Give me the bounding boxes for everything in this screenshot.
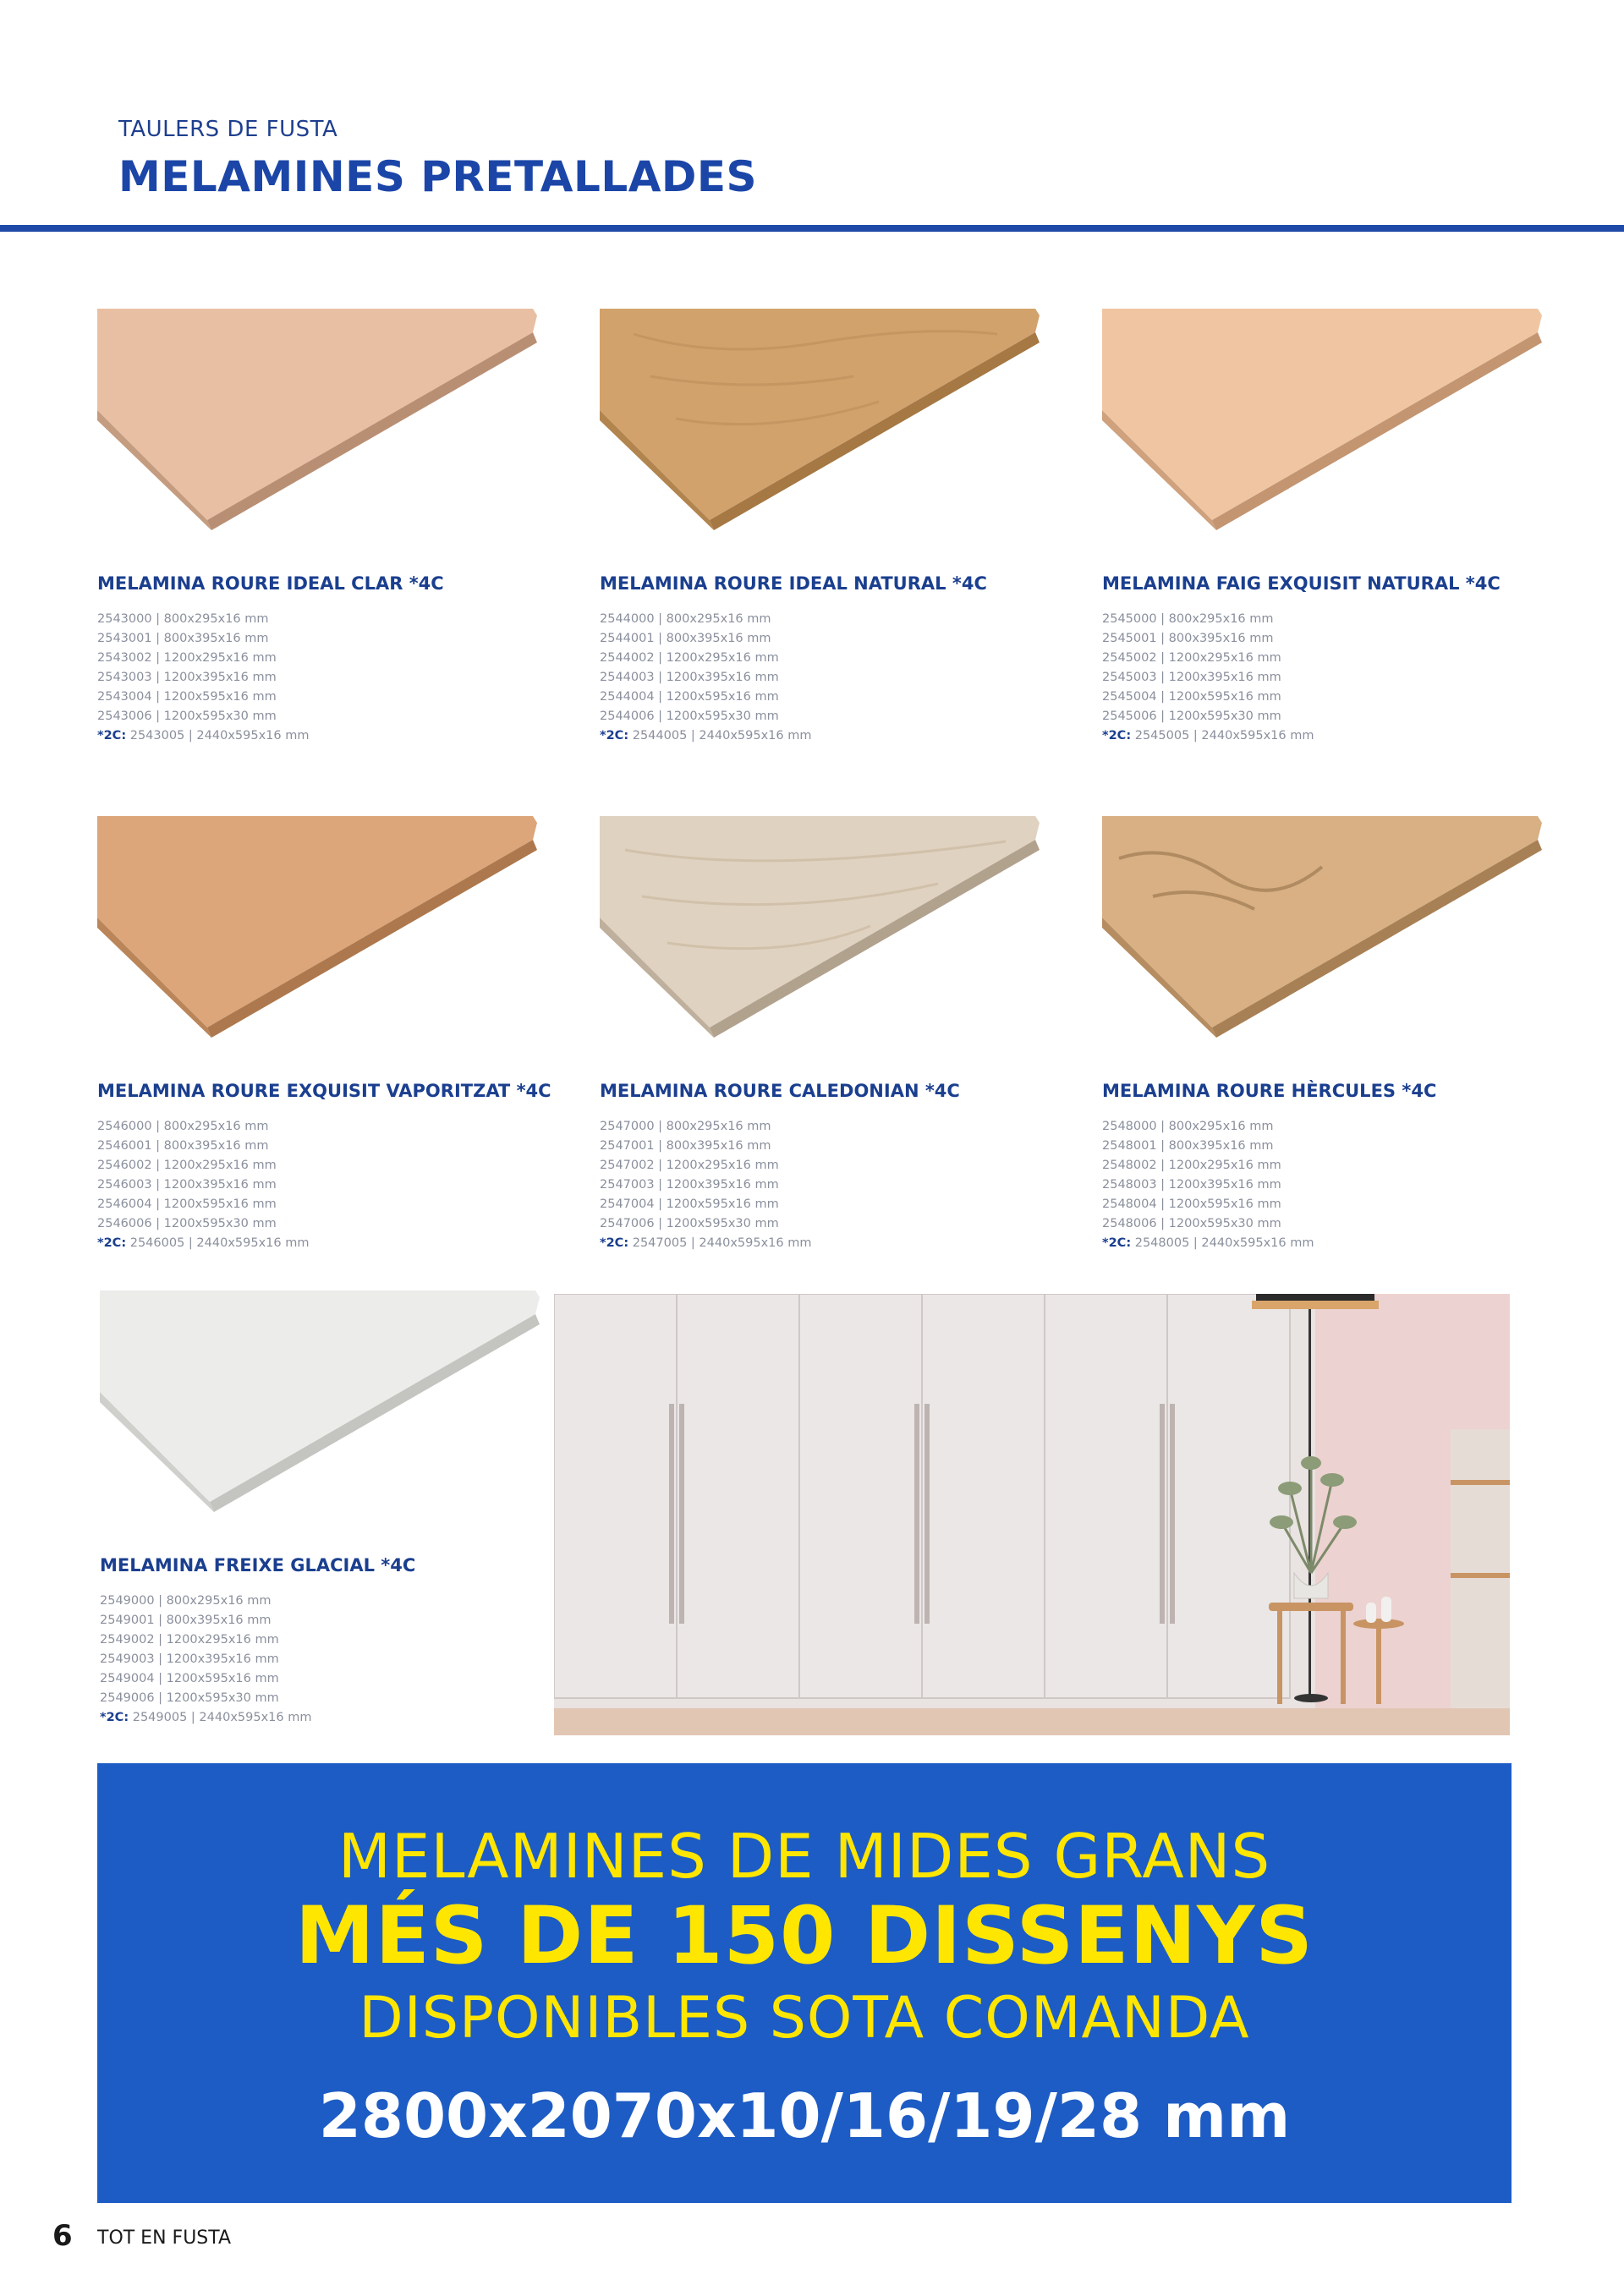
- page-title: MELAMINES PRETALLADES: [118, 152, 758, 201]
- spec-line: 2546000 | 800x295x16 mm: [97, 1120, 269, 1133]
- spec-line: 2549006 | 1200x595x30 mm: [100, 1691, 279, 1705]
- spec-line: 2546004 | 1200x595x16 mm: [97, 1197, 277, 1211]
- spec-line: 2543001 | 800x395x16 mm: [97, 632, 269, 645]
- spec-special-value: 2544005 | 2440x595x16 mm: [632, 729, 812, 743]
- footer-label: TOT EN FUSTA: [97, 2228, 232, 2249]
- product-name: MELAMINA ROURE CALEDONIAN *4C: [600, 1081, 960, 1101]
- spec-line: 2544003 | 1200x395x16 mm: [600, 671, 779, 684]
- board-top: [97, 816, 537, 1027]
- spec-line: 2546003 | 1200x395x16 mm: [97, 1178, 277, 1192]
- spec-line: 2548001 | 800x395x16 mm: [1102, 1139, 1274, 1153]
- product-image: [100, 1290, 540, 1536]
- product-image: [1102, 309, 1542, 554]
- spec-line: 2548006 | 1200x595x30 mm: [1102, 1217, 1281, 1230]
- spec-special-value: 2547005 | 2440x595x16 mm: [632, 1236, 812, 1250]
- spec-special-label: *2C:: [1102, 1236, 1132, 1250]
- spec-special-value: 2546005 | 2440x595x16 mm: [129, 1236, 310, 1250]
- banner-line-1: MELAMINES DE MIDES GRANS: [337, 1821, 1271, 1892]
- spec-line: 2545003 | 1200x395x16 mm: [1102, 671, 1281, 684]
- product-image: [600, 816, 1040, 1061]
- promo-banner: [97, 1763, 1512, 2203]
- spec-special: [600, 1234, 811, 1253]
- spec-line: 2544004 | 1200x595x16 mm: [600, 690, 779, 704]
- board-top: [97, 309, 537, 520]
- spec-line: 2547001 | 800x395x16 mm: [600, 1139, 771, 1153]
- spec-line: 2547000 | 800x295x16 mm: [600, 1120, 771, 1133]
- spec-line: 2545006 | 1200x595x30 mm: [1102, 710, 1281, 723]
- spec-line: 2543004 | 1200x595x16 mm: [97, 690, 277, 704]
- section-kicker: TAULERS DE FUSTA: [118, 117, 338, 142]
- spec-special: [97, 726, 309, 746]
- spec-special-value: 2545005 | 2440x595x16 mm: [1134, 729, 1314, 743]
- product-name: MELAMINA ROURE EXQUISIT VAPORITZAT *4C: [97, 1081, 551, 1101]
- product-name: MELAMINA ROURE IDEAL CLAR *4C: [97, 573, 444, 594]
- spec-special-label: *2C:: [100, 1711, 129, 1724]
- spec-line: 2545001 | 800x395x16 mm: [1102, 632, 1274, 645]
- board-top: [600, 309, 1040, 520]
- spec-line: 2547002 | 1200x295x16 mm: [600, 1159, 779, 1172]
- spec-line: 2548000 | 800x295x16 mm: [1102, 1120, 1274, 1133]
- spec-line: 2546006 | 1200x595x30 mm: [97, 1217, 277, 1230]
- spec-line: 2544000 | 800x295x16 mm: [600, 612, 771, 626]
- spec-line: 2544002 | 1200x295x16 mm: [600, 651, 779, 665]
- product-specs: [1102, 1117, 1314, 1253]
- spec-special-value: 2543005 | 2440x595x16 mm: [129, 729, 310, 743]
- spec-line: 2546002 | 1200x295x16 mm: [97, 1159, 277, 1172]
- spec-line: 2547006 | 1200x595x30 mm: [600, 1217, 779, 1230]
- spec-line: 2543003 | 1200x395x16 mm: [97, 671, 277, 684]
- header-divider: [0, 225, 1624, 232]
- spec-line: 2548004 | 1200x595x16 mm: [1102, 1197, 1281, 1211]
- product-image: [1102, 816, 1542, 1061]
- spec-line: 2548002 | 1200x295x16 mm: [1102, 1159, 1281, 1172]
- product-specs: [600, 610, 811, 746]
- spec-line: 2547004 | 1200x595x16 mm: [600, 1197, 779, 1211]
- spec-line: 2543002 | 1200x295x16 mm: [97, 651, 277, 665]
- spec-special: [1102, 1234, 1314, 1253]
- spec-special: [97, 1234, 309, 1253]
- spec-special-label: *2C:: [600, 729, 629, 743]
- board-top: [600, 816, 1040, 1027]
- spec-special: [100, 1708, 311, 1728]
- spec-line: 2545002 | 1200x295x16 mm: [1102, 651, 1281, 665]
- spec-line: 2545004 | 1200x595x16 mm: [1102, 690, 1281, 704]
- spec-line: 2546001 | 800x395x16 mm: [97, 1139, 269, 1153]
- product-specs: [1102, 610, 1314, 746]
- board-top: [1102, 309, 1542, 520]
- product-image: [97, 309, 537, 554]
- spec-line: 2549003 | 1200x395x16 mm: [100, 1652, 279, 1666]
- spec-special-value: 2548005 | 2440x595x16 mm: [1134, 1236, 1314, 1250]
- spec-line: 2548003 | 1200x395x16 mm: [1102, 1178, 1281, 1192]
- spec-line: 2549004 | 1200x595x16 mm: [100, 1672, 279, 1685]
- product-specs: [100, 1592, 311, 1728]
- spec-special-label: *2C:: [97, 1236, 127, 1250]
- product-specs: [97, 1117, 309, 1253]
- product-name: MELAMINA ROURE HÈRCULES *4C: [1102, 1081, 1437, 1101]
- product-name: MELAMINA FREIXE GLACIAL *4C: [100, 1555, 416, 1575]
- spec-line: 2549000 | 800x295x16 mm: [100, 1594, 272, 1608]
- board-top: [100, 1290, 540, 1502]
- spec-special-value: 2549005 | 2440x595x16 mm: [132, 1711, 312, 1724]
- spec-special: [600, 726, 811, 746]
- board-top: [1102, 816, 1542, 1027]
- product-specs: [600, 1117, 811, 1253]
- spec-line: 2544001 | 800x395x16 mm: [600, 632, 771, 645]
- spec-line: 2543006 | 1200x595x30 mm: [97, 710, 277, 723]
- spec-line: 2545000 | 800x295x16 mm: [1102, 612, 1274, 626]
- spec-line: 2543000 | 800x295x16 mm: [97, 612, 269, 626]
- product-specs: [97, 610, 309, 746]
- spec-line: 2547003 | 1200x395x16 mm: [600, 1178, 779, 1192]
- banner-line-2: MÉS DE 150 DISSENYS: [295, 1890, 1314, 1982]
- spec-special: [1102, 726, 1314, 746]
- page-number: 6: [52, 2219, 73, 2253]
- product-name: MELAMINA ROURE IDEAL NATURAL *4C: [600, 573, 987, 594]
- spec-special-label: *2C:: [97, 729, 127, 743]
- spec-line: 2549002 | 1200x295x16 mm: [100, 1633, 279, 1647]
- spec-special-label: *2C:: [600, 1236, 629, 1250]
- banner-dimensions: 2800x2070x10/16/19/28 mm: [318, 2080, 1291, 2151]
- banner-line-3: DISPONIBLES SOTA COMANDA: [359, 1985, 1250, 2052]
- spec-line: 2549001 | 800x395x16 mm: [100, 1614, 272, 1627]
- wardrobe-room-image: [554, 1294, 1510, 1735]
- product-image: [600, 309, 1040, 554]
- spec-special-label: *2C:: [1102, 729, 1132, 743]
- product-image: [97, 816, 537, 1061]
- spec-line: 2544006 | 1200x595x30 mm: [600, 710, 779, 723]
- product-name: MELAMINA FAIG EXQUISIT NATURAL *4C: [1102, 573, 1501, 594]
